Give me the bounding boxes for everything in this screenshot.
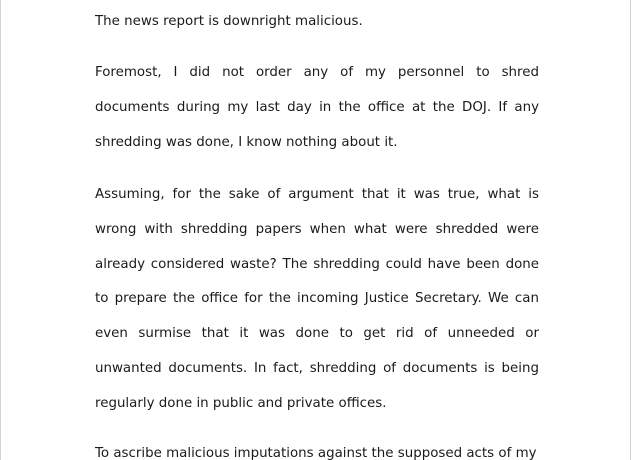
paragraph-4-text: To ascribe malicious imputations against the supposed acts of my	[95, 446, 537, 460]
paragraph-3-text: Assuming, for the sake of argument that it was true, what is wrong with shredding papers when what were shredded were already considered waste? The shredding could have been done to prepare the office for the incoming Justice Secretary. We can even surmise that it was done to get rid of unneeded or unwanted documents. In fact, shredding of documents is being regularly done in public and private offices.	[95, 187, 539, 411]
paragraph-2	[95, 56, 539, 160]
paragraph-1	[95, 11, 539, 33]
paragraph-2-text: Foremost, I did not order any of my personnel to shred documents during my last day in the office at the DOJ. If any shredding was done, I know nothing about it.	[95, 65, 539, 150]
paragraph-3	[95, 178, 539, 422]
paragraph-1-text: The news report is downright malicious.	[95, 14, 363, 29]
paragraph-4	[95, 437, 539, 460]
